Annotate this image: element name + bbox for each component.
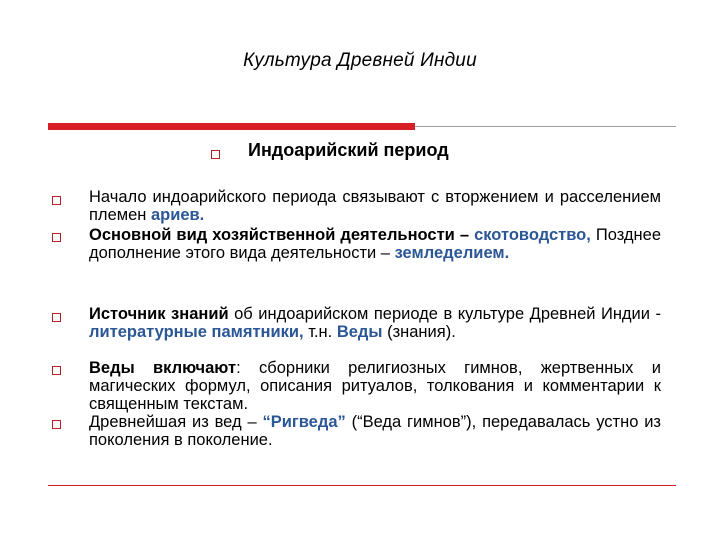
item-bold: Основной вид хозяйственной деятельности bbox=[89, 226, 455, 244]
item-text: Древнейшая из вед – bbox=[89, 413, 263, 431]
title-divider-gray bbox=[415, 126, 676, 127]
bullet-icon bbox=[52, 366, 61, 375]
item-text: : сборники религиозных гимнов, жертвенных и магических формул, описания ритуалов, толкования и комментарии к священным текстам. bbox=[89, 359, 661, 413]
subtitle-bullet-icon bbox=[211, 150, 220, 159]
bullet-icon bbox=[52, 233, 61, 242]
item-text: Начало индоарийского периода связывают с вторжением и расселением племен bbox=[89, 188, 661, 224]
item-text: т.н. bbox=[303, 323, 337, 341]
item-highlight: ариев. bbox=[150, 206, 205, 224]
list-item-2 bbox=[89, 226, 661, 262]
bullet-icon bbox=[52, 196, 61, 205]
item-highlight: “Ригведа” bbox=[262, 413, 346, 431]
footer-divider bbox=[48, 485, 676, 486]
slide-subtitle: Индоарийский период bbox=[248, 140, 449, 160]
item-text: – bbox=[454, 226, 475, 244]
list-item-5 bbox=[89, 413, 661, 449]
item-text: Позднее дополнение этого вида деятельности – bbox=[89, 226, 661, 262]
title-divider-red bbox=[48, 123, 415, 130]
item-highlight: литературные памятники, bbox=[89, 323, 304, 341]
item-highlight: Веды bbox=[336, 323, 383, 341]
item-highlight: скотоводство, bbox=[474, 226, 591, 244]
list-item-3 bbox=[89, 305, 661, 341]
item-highlight: земледелием. bbox=[394, 244, 510, 262]
item-text: об индоарийском периоде в культуре Древней Индии - bbox=[228, 305, 661, 323]
slide-title: Культура Древней Индии bbox=[243, 50, 477, 71]
list-item-4 bbox=[89, 359, 661, 413]
item-bold: Источник знаний bbox=[89, 305, 229, 323]
item-bold: Веды включают bbox=[89, 359, 237, 377]
bullet-icon bbox=[52, 420, 61, 429]
list-item-1 bbox=[89, 188, 661, 224]
bullet-icon bbox=[52, 313, 61, 322]
item-text: (“Веда гимнов”), передавалась устно из поколения в поколение. bbox=[89, 413, 661, 449]
item-text: (знания). bbox=[382, 323, 456, 341]
